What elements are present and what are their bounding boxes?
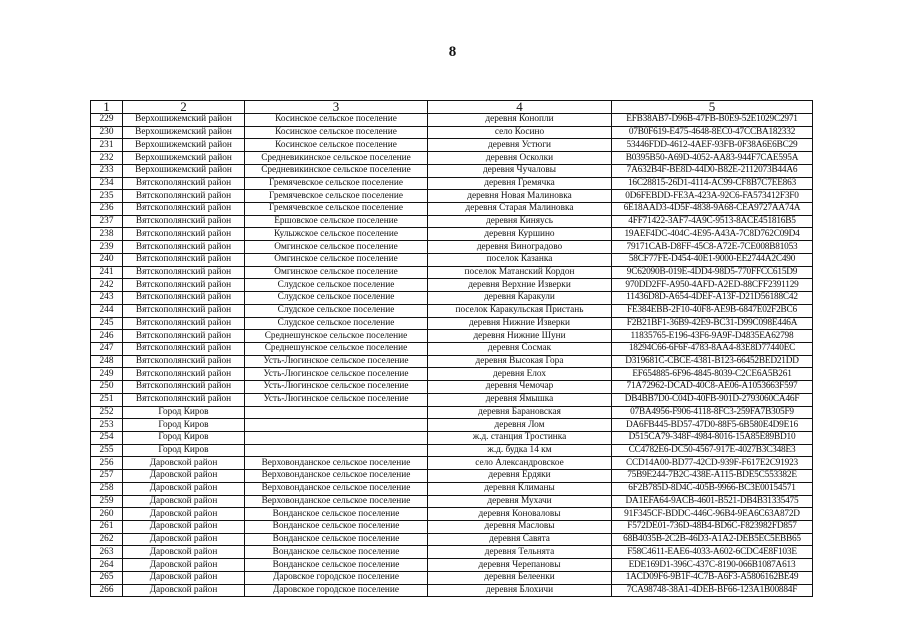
- row-number-cell: 246: [91, 330, 123, 343]
- locality-cell: деревня Черепановы: [428, 559, 612, 572]
- settlement-cell: Даровское городское поселение: [245, 584, 428, 597]
- district-cell: Верхошижемский район: [123, 139, 245, 152]
- guid-cell: F2B21BF1-36B9-42E9-BC31-D99C098E446A: [612, 317, 813, 330]
- settlement-cell: Омгинское сельское поселение: [245, 241, 428, 254]
- settlement-cell: Косинское сельское поселение: [245, 114, 428, 127]
- district-cell: Даровской район: [123, 470, 245, 483]
- district-cell: Даровской район: [123, 559, 245, 572]
- row-number-cell: 253: [91, 419, 123, 432]
- district-cell: Вятскополянский район: [123, 215, 245, 228]
- settlement-cell: Усть-Люгинское сельское поселение: [245, 355, 428, 368]
- district-cell: Даровской район: [123, 457, 245, 470]
- table-row: [91, 444, 813, 457]
- locality-cell: деревня Мухачи: [428, 495, 612, 508]
- settlement-cell: Омгинское сельское поселение: [245, 253, 428, 266]
- table-row: [91, 292, 813, 305]
- column-header: 5: [612, 101, 813, 114]
- settlement-cell: Даровское городское поселение: [245, 571, 428, 584]
- table-row: [91, 419, 813, 432]
- district-cell: Даровской район: [123, 533, 245, 546]
- district-cell: Вятскополянский район: [123, 190, 245, 203]
- table-row: [91, 304, 813, 317]
- guid-cell: FE384EBB-2F10-40F8-AE9B-6847E02F2BC6: [612, 304, 813, 317]
- locality-cell: деревня Конопли: [428, 114, 612, 127]
- guid-cell: 1ACD09F6-9B1F-4C7B-A6F3-A5806162BE49: [612, 571, 813, 584]
- row-number-cell: 234: [91, 177, 123, 190]
- table-row: [91, 164, 813, 177]
- guid-cell: 6E18AAD3-4D5F-4838-9A68-CEA9727AA74A: [612, 203, 813, 216]
- settlement-cell: Косинское сельское поселение: [245, 139, 428, 152]
- guid-cell: 7A632B4F-BE8D-44D0-B82E-2112073B44A6: [612, 164, 813, 177]
- table-row: [91, 203, 813, 216]
- guid-cell: F572DE01-736D-48B4-BD6C-F823982FD857: [612, 521, 813, 534]
- table-row: [91, 406, 813, 419]
- table-row: [91, 495, 813, 508]
- locality-cell: деревня Нижние Шуни: [428, 330, 612, 343]
- guid-cell: 970DD2FF-A950-4AFD-A2ED-88CFF2391129: [612, 279, 813, 292]
- row-number-cell: 238: [91, 228, 123, 241]
- row-number-cell: 236: [91, 203, 123, 216]
- guid-cell: 6F2B785D-8D4C-405B-9966-BC3E00154571: [612, 482, 813, 495]
- settlement-cell: Гремячевское сельское поселение: [245, 177, 428, 190]
- table-row: [91, 177, 813, 190]
- locality-cell: деревня Ердяки: [428, 470, 612, 483]
- district-cell: Верхошижемский район: [123, 164, 245, 177]
- page-number: 8: [448, 44, 457, 60]
- district-cell: Верхошижемский район: [123, 152, 245, 165]
- locality-cell: ж.д. будка 14 км: [428, 444, 612, 457]
- table-row: [91, 241, 813, 254]
- table-row: [91, 342, 813, 355]
- table-row: [91, 521, 813, 534]
- settlement-cell: [245, 444, 428, 457]
- table-row: [91, 126, 813, 139]
- header-row: [91, 101, 813, 114]
- locality-cell: деревня Гремячка: [428, 177, 612, 190]
- settlement-cell: Усть-Люгинское сельское поселение: [245, 393, 428, 406]
- row-number-cell: 242: [91, 279, 123, 292]
- district-cell: Даровской район: [123, 482, 245, 495]
- table-row: [91, 355, 813, 368]
- row-number-cell: 255: [91, 444, 123, 457]
- district-cell: Вятскополянский район: [123, 266, 245, 279]
- table-row: [91, 381, 813, 394]
- district-cell: Город Киров: [123, 431, 245, 444]
- guid-cell: 4FF71422-3AF7-4A9C-9513-8ACE451816B5: [612, 215, 813, 228]
- district-cell: Вятскополянский район: [123, 304, 245, 317]
- district-cell: Вятскополянский район: [123, 279, 245, 292]
- settlement-cell: Слудское сельское поселение: [245, 279, 428, 292]
- row-number-cell: 233: [91, 164, 123, 177]
- table-row: [91, 559, 813, 572]
- locality-cell: деревня Елох: [428, 368, 612, 381]
- settlement-cell: Средневикинское сельское поселение: [245, 164, 428, 177]
- guid-cell: 16C28815-26D1-4114-AC99-CF8B7C7EE863: [612, 177, 813, 190]
- settlement-cell: [245, 406, 428, 419]
- table-row: [91, 508, 813, 521]
- row-number-cell: 265: [91, 571, 123, 584]
- table-row: [91, 431, 813, 444]
- locality-cell: деревня Чучаловы: [428, 164, 612, 177]
- settlement-cell: Средневикинское сельское поселение: [245, 152, 428, 165]
- district-cell: Вятскополянский район: [123, 228, 245, 241]
- table-row: [91, 139, 813, 152]
- guid-cell: D319681C-CBCE-4381-B123-66452BED21DD: [612, 355, 813, 368]
- guid-cell: 79171CAB-D8FF-45C8-A72E-7CE008B81053: [612, 241, 813, 254]
- locality-cell: деревня Белеенки: [428, 571, 612, 584]
- row-number-cell: 260: [91, 508, 123, 521]
- table-row: [91, 368, 813, 381]
- guid-cell: 71A72962-DCAD-40C8-AE06-A1053663F597: [612, 381, 813, 394]
- locality-cell: деревня Новая Малиновка: [428, 190, 612, 203]
- guid-cell: EFB38AB7-D96B-47FB-B0E9-52E1029C2971: [612, 114, 813, 127]
- locality-cell: деревня Климаны: [428, 482, 612, 495]
- settlement-cell: Косинское сельское поселение: [245, 126, 428, 139]
- settlement-cell: Вонданское сельское поселение: [245, 546, 428, 559]
- table-row: [91, 253, 813, 266]
- table-header: [91, 101, 813, 114]
- settlement-cell: Слудское сельское поселение: [245, 292, 428, 305]
- settlement-cell: Вонданское сельское поселение: [245, 508, 428, 521]
- table-row: [91, 457, 813, 470]
- guid-cell: 07B0F619-E475-4648-8EC0-47CCBA182332: [612, 126, 813, 139]
- guid-cell: 07BA4956-F906-4118-8FC3-259FA7B305F9: [612, 406, 813, 419]
- row-number-cell: 250: [91, 381, 123, 394]
- locality-cell: деревня Верхние Изверки: [428, 279, 612, 292]
- district-cell: Вятскополянский район: [123, 381, 245, 394]
- settlement-cell: Гремячевское сельское поселение: [245, 190, 428, 203]
- locality-cell: деревня Чемочар: [428, 381, 612, 394]
- district-cell: Вятскополянский район: [123, 292, 245, 305]
- guid-cell: 11835765-E196-43F6-9A9F-D4835EA62798: [612, 330, 813, 343]
- district-cell: Даровской район: [123, 495, 245, 508]
- guid-cell: DA1EFA64-9ACB-4601-B521-DB4B31335475: [612, 495, 813, 508]
- row-number-cell: 241: [91, 266, 123, 279]
- guid-cell: D515CA79-348F-4984-8016-15A85E89BD10: [612, 431, 813, 444]
- settlement-cell: Кулыжское сельское поселение: [245, 228, 428, 241]
- locality-cell: деревня Масловы: [428, 521, 612, 534]
- row-number-cell: 231: [91, 139, 123, 152]
- guid-cell: 58CF77FE-D454-40E1-9000-EE2744A2C490: [612, 253, 813, 266]
- row-number-cell: 230: [91, 126, 123, 139]
- locality-cell: деревня Нижние Изверки: [428, 317, 612, 330]
- settlement-cell: Слудское сельское поселение: [245, 304, 428, 317]
- guid-cell: 7CA98748-38A1-4DEB-BF66-123A1B00884F: [612, 584, 813, 597]
- row-number-cell: 251: [91, 393, 123, 406]
- table-row: [91, 470, 813, 483]
- guid-cell: 11436D8D-A654-4DEF-A13F-D21D56188C42: [612, 292, 813, 305]
- settlement-cell: Верховонданское сельское поселение: [245, 457, 428, 470]
- locality-cell: деревня Сосмак: [428, 342, 612, 355]
- table-row: [91, 317, 813, 330]
- guid-cell: 9C62090B-019E-4DD4-98D5-770FFCC615D9: [612, 266, 813, 279]
- district-cell: Даровской район: [123, 546, 245, 559]
- table-row: [91, 393, 813, 406]
- row-number-cell: 264: [91, 559, 123, 572]
- row-number-cell: 261: [91, 521, 123, 534]
- row-number-cell: 244: [91, 304, 123, 317]
- district-cell: Вятскополянский район: [123, 355, 245, 368]
- row-number-cell: 256: [91, 457, 123, 470]
- settlement-cell: [245, 431, 428, 444]
- locality-cell: деревня Ямышка: [428, 393, 612, 406]
- row-number-cell: 266: [91, 584, 123, 597]
- district-cell: Вятскополянский район: [123, 253, 245, 266]
- table-row: [91, 482, 813, 495]
- locality-cell: деревня Блохичи: [428, 584, 612, 597]
- guid-cell: 53446FDD-4612-4AEF-93FB-0F38A6E6BC29: [612, 139, 813, 152]
- locality-cell: деревня Киняусь: [428, 215, 612, 228]
- guid-cell: F58C4611-EAE6-4033-A602-6CDC4E8F103E: [612, 546, 813, 559]
- locality-cell: село Александровское: [428, 457, 612, 470]
- locality-cell: село Косино: [428, 126, 612, 139]
- district-cell: Даровской район: [123, 571, 245, 584]
- locality-cell: деревня Коноваловы: [428, 508, 612, 521]
- district-cell: Вятскополянский район: [123, 203, 245, 216]
- guid-cell: 0D6FEBDD-FE3A-423A-92C6-FA573412F3F0: [612, 190, 813, 203]
- row-number-cell: 252: [91, 406, 123, 419]
- settlement-cell: Вонданское сельское поселение: [245, 521, 428, 534]
- district-cell: Вятскополянский район: [123, 330, 245, 343]
- table-row: [91, 266, 813, 279]
- locality-cell: деревня Виноградово: [428, 241, 612, 254]
- settlement-registry-table: [90, 100, 813, 597]
- settlement-cell: Омгинское сельское поселение: [245, 266, 428, 279]
- table-row: [91, 330, 813, 343]
- table-row: [91, 228, 813, 241]
- district-cell: Город Киров: [123, 406, 245, 419]
- district-cell: Верхошижемский район: [123, 126, 245, 139]
- locality-cell: деревня Устюги: [428, 139, 612, 152]
- guid-cell: B0395B50-A69D-4052-AA83-944F7CAE595A: [612, 152, 813, 165]
- row-number-cell: 257: [91, 470, 123, 483]
- locality-cell: деревня Осколки: [428, 152, 612, 165]
- settlement-cell: Слудское сельское поселение: [245, 317, 428, 330]
- row-number-cell: 232: [91, 152, 123, 165]
- locality-cell: ж.д. станция Тростинка: [428, 431, 612, 444]
- district-cell: Город Киров: [123, 419, 245, 432]
- settlement-cell: Усть-Люгинское сельское поселение: [245, 381, 428, 394]
- settlement-cell: Вонданское сельское поселение: [245, 533, 428, 546]
- table-row: [91, 533, 813, 546]
- settlement-cell: Верховонданское сельское поселение: [245, 482, 428, 495]
- row-number-cell: 247: [91, 342, 123, 355]
- district-cell: Даровской район: [123, 584, 245, 597]
- locality-cell: поселок Каракульская Пристань: [428, 304, 612, 317]
- row-number-cell: 259: [91, 495, 123, 508]
- table-row: [91, 190, 813, 203]
- locality-cell: деревня Высокая Гора: [428, 355, 612, 368]
- table-row: [91, 546, 813, 559]
- district-cell: Вятскополянский район: [123, 342, 245, 355]
- row-number-cell: 237: [91, 215, 123, 228]
- column-header: 3: [245, 101, 428, 114]
- table-row: [91, 279, 813, 292]
- locality-cell: поселок Матанский Кордон: [428, 266, 612, 279]
- column-header: 4: [428, 101, 612, 114]
- table-row: [91, 114, 813, 127]
- locality-cell: деревня Савята: [428, 533, 612, 546]
- settlement-cell: Среднешунское сельское поселение: [245, 342, 428, 355]
- guid-cell: 68B4035B-2C2B-46D3-A1A2-DEB5EC5EBB65: [612, 533, 813, 546]
- settlement-cell: Среднешунское сельское поселение: [245, 330, 428, 343]
- guid-cell: EDE169D1-396C-437C-8190-066B1087A613: [612, 559, 813, 572]
- table-body: [91, 114, 813, 597]
- district-cell: Вятскополянский район: [123, 241, 245, 254]
- row-number-cell: 245: [91, 317, 123, 330]
- guid-cell: 19AEF4DC-404C-4E95-A43A-7C8D762C09D4: [612, 228, 813, 241]
- district-cell: Вятскополянский район: [123, 177, 245, 190]
- guid-cell: CCD14A00-BD77-42CD-939F-F617E2C91923: [612, 457, 813, 470]
- table-row: [91, 571, 813, 584]
- guid-cell: CC4782E6-DC50-4567-917E-4027B3C348E3: [612, 444, 813, 457]
- row-number-cell: 243: [91, 292, 123, 305]
- row-number-cell: 263: [91, 546, 123, 559]
- row-number-cell: 249: [91, 368, 123, 381]
- settlement-cell: Гремячевское сельское поселение: [245, 203, 428, 216]
- locality-cell: деревня Лом: [428, 419, 612, 432]
- locality-cell: деревня Каракули: [428, 292, 612, 305]
- locality-cell: поселок Казанка: [428, 253, 612, 266]
- row-number-cell: 262: [91, 533, 123, 546]
- locality-cell: деревня Куршино: [428, 228, 612, 241]
- row-number-cell: 239: [91, 241, 123, 254]
- guid-cell: 75B9E244-7B2C-438E-A115-BDE5C553382E: [612, 470, 813, 483]
- table-row: [91, 152, 813, 165]
- settlement-cell: [245, 419, 428, 432]
- row-number-cell: 235: [91, 190, 123, 203]
- settlement-cell: Усть-Люгинское сельское поселение: [245, 368, 428, 381]
- row-number-cell: 248: [91, 355, 123, 368]
- guid-cell: DA6FB445-BD57-47D0-88F5-6B580E4D9E16: [612, 419, 813, 432]
- district-cell: Вятскополянский район: [123, 393, 245, 406]
- row-number-cell: 229: [91, 114, 123, 127]
- settlement-cell: Верховонданское сельское поселение: [245, 495, 428, 508]
- row-number-cell: 254: [91, 431, 123, 444]
- locality-cell: деревня Тельнята: [428, 546, 612, 559]
- district-cell: Верхошижемский район: [123, 114, 245, 127]
- guid-cell: EF654885-6F96-4845-8039-C2CE6A5B261: [612, 368, 813, 381]
- locality-cell: деревня Барановская: [428, 406, 612, 419]
- district-cell: Вятскополянский район: [123, 368, 245, 381]
- district-cell: Город Киров: [123, 444, 245, 457]
- settlement-cell: Верховонданское сельское поселение: [245, 470, 428, 483]
- guid-cell: 91F345CF-BDDC-446C-96B4-9EA6C63A872D: [612, 508, 813, 521]
- locality-cell: деревня Старая Малиновка: [428, 203, 612, 216]
- settlement-cell: Вонданское сельское поселение: [245, 559, 428, 572]
- guid-cell: 18294C66-6F6F-4783-8AA4-83E8D77440EC: [612, 342, 813, 355]
- table-row: [91, 215, 813, 228]
- district-cell: Даровской район: [123, 521, 245, 534]
- settlement-cell: Ершовское сельское поселение: [245, 215, 428, 228]
- row-number-cell: 258: [91, 482, 123, 495]
- column-header: 2: [123, 101, 245, 114]
- column-header: 1: [91, 101, 123, 114]
- district-cell: Даровской район: [123, 508, 245, 521]
- guid-cell: DB4BB7D0-C04D-40FB-901D-2793060CA46F: [612, 393, 813, 406]
- district-cell: Вятскополянский район: [123, 317, 245, 330]
- table-row: [91, 584, 813, 597]
- row-number-cell: 240: [91, 253, 123, 266]
